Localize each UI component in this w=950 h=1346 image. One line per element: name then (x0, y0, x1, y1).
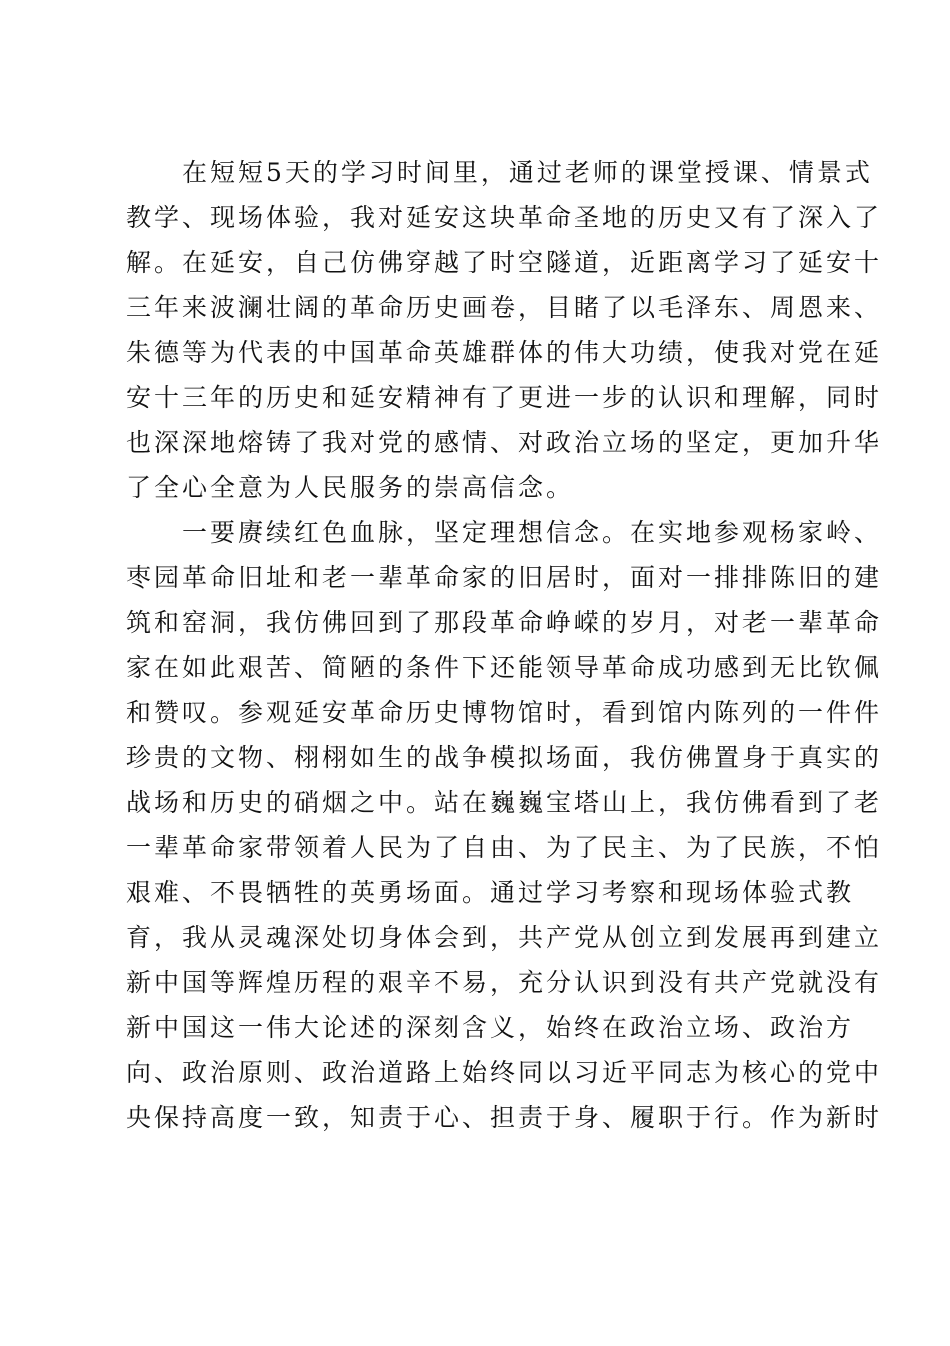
text-line: 也深深地熔铸了我对党的感情、对政治立场的坚定，更加升华 (126, 428, 883, 457)
text-line: 教学、现场体验，我对延安这块革命圣地的历史又有了深入了 (126, 203, 883, 232)
text-line: 战场和历史的硝烟之中。站在巍巍宝塔山上，我仿佛看到了老 (126, 788, 883, 817)
text-line: 筑和窑洞，我仿佛回到了那段革命峥嵘的岁月，对老一辈革命 (126, 608, 883, 637)
text-line: 新中国这一伟大论述的深刻含义，始终在政治立场、政治方 (126, 1013, 855, 1042)
text-line: 向、政治原则、政治道路上始终同以习近平同志为核心的党中 (126, 1058, 883, 1087)
body-text (126, 150, 883, 1140)
text-line: 和赞叹。参观延安革命历史博物馆时，看到馆内陈列的一件件 (126, 698, 883, 727)
text-line: 在短短5天的学习时间里，通过老师的课堂授课、情景式 (182, 158, 873, 187)
text-line: 一辈革命家带领着人民为了自由、为了民主、为了民族，不怕 (126, 833, 883, 862)
text-line: 朱德等为代表的中国革命英雄群体的伟大功绩，使我对党在延 (126, 338, 883, 367)
text-line: 解。在延安，自己仿佛穿越了时空隧道，近距离学习了延安十 (126, 248, 883, 277)
text-line: 家在如此艰苦、简陋的条件下还能领导革命成功感到无比钦佩 (126, 653, 883, 682)
paragraph-1 (126, 150, 883, 510)
text-line: 安十三年的历史和延安精神有了更进一步的认识和理解，同时 (126, 383, 883, 412)
text-line: 艰难、不畏牺牲的英勇场面。通过学习考察和现场体验式教 (126, 878, 855, 907)
text-line: 一要赓续红色血脉，坚定理想信念。在实地参观杨家岭、 (182, 518, 883, 547)
text-line: 了全心全意为人民服务的崇高信念。 (126, 473, 575, 502)
text-line: 枣园革命旧址和老一辈革命家的旧居时，面对一排排陈旧的建 (126, 563, 883, 592)
text-line: 珍贵的文物、栩栩如生的战争模拟场面，我仿佛置身于真实的 (126, 743, 883, 772)
text-line: 央保持高度一致，知责于心、担责于身、履职于行。作为新时 (126, 1103, 883, 1132)
text-line: 新中国等辉煌历程的艰辛不易，充分认识到没有共产党就没有 (126, 968, 883, 997)
paragraph-2 (126, 510, 883, 1140)
text-line: 育，我从灵魂深处切身体会到，共产党从创立到发展再到建立 (126, 923, 883, 952)
text-line: 三年来波澜壮阔的革命历史画卷，目睹了以毛泽东、周恩来、 (126, 293, 883, 322)
